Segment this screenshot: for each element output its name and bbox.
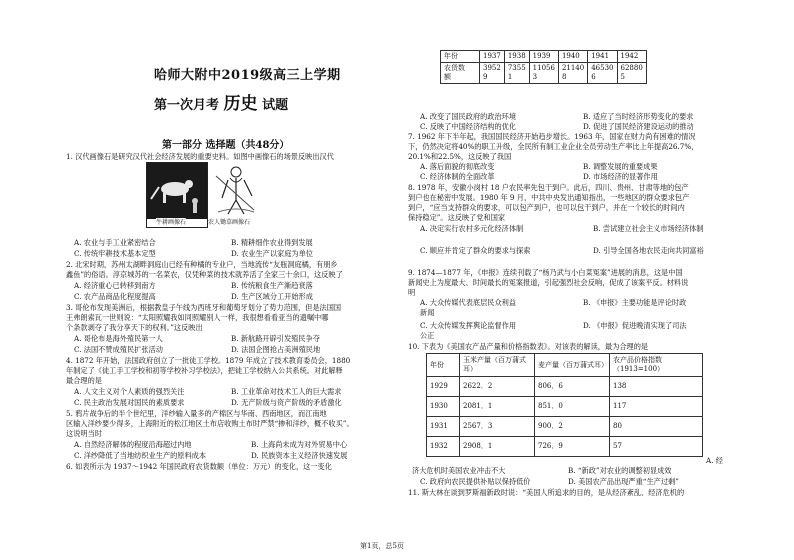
- q6-option-a[interactable]: A. 改变了国民政府的政治环境: [420, 112, 517, 121]
- q5-stem-line1: 5. 鸦片战争后的半个世纪里，洋纱输入量多的产棉区与华南、西南地区，而江南地: [66, 409, 327, 418]
- ox-plough-relief-picture: [147, 163, 207, 219]
- table-cell: 21140 8: [558, 63, 587, 84]
- q9-option-a-cont: 新闻: [420, 308, 435, 317]
- loan-table-value-row: [441, 63, 647, 84]
- q7-option-d[interactable]: D. 市场经济的显著作用: [583, 172, 658, 181]
- q10-option-a-start[interactable]: A. 经: [706, 456, 723, 465]
- table-row: [427, 377, 703, 397]
- q7-option-a[interactable]: A. 落后面貌的彻底改变: [420, 162, 495, 171]
- table-cell: 1937: [480, 51, 505, 63]
- table-cell: 农产品价格指数（1913=100）: [610, 354, 703, 377]
- table-cell: 57: [610, 437, 703, 457]
- q2-option-d[interactable]: D. 生产区域分工开始形成: [231, 292, 313, 301]
- q5-stem-line3: 这说明当时: [66, 429, 102, 438]
- q3-option-c[interactable]: C. 法国不赞成殖民扩张活动: [74, 345, 163, 354]
- q4-option-b[interactable]: B. 工业革命对技术工人的巨大需求: [231, 387, 342, 396]
- table-cell: 1929: [427, 377, 460, 397]
- table-cell: 851．0: [535, 397, 610, 417]
- table-cell: 1930: [427, 397, 460, 417]
- table-cell: 2081．1: [460, 397, 535, 417]
- q10-option-b[interactable]: B. “新政”对农业的调整初显成效: [568, 466, 672, 475]
- q1-option-c[interactable]: C. 传统牢耕技术基本定型: [74, 249, 156, 258]
- exam-title: 第一次月考 历史 试题: [154, 94, 289, 114]
- table-row: [427, 397, 703, 417]
- q5-option-c[interactable]: C. 洋纱降低了当地纺织业生产的原料成本: [74, 451, 207, 460]
- q7-option-c[interactable]: C. 经济体制的全面改革: [420, 172, 495, 181]
- q9-option-b[interactable]: B. 《申报》主要功能是评论时政: [583, 298, 687, 307]
- table-cell: 726．9: [535, 437, 610, 457]
- table-cell: 玉米产量（百万蒲式耳）: [460, 354, 535, 377]
- q3-stem-line1: 3. 哥伦布发现美洲后，根据教皇子午线为西班牙和葡萄牙划分了势力范围，但是法国国: [66, 303, 342, 312]
- q3-stem-line3: 个条款剥夺了我分享天下的权利。”这反映出: [66, 323, 203, 332]
- table-cell: 1940: [558, 51, 587, 63]
- q3-option-b[interactable]: B. 新航路开辟引发殖民争夺: [231, 334, 320, 343]
- q4-stem-line3: 最合理的是: [66, 376, 102, 385]
- table-cell: 2908．1: [460, 437, 535, 457]
- q6-option-d[interactable]: D. 促进了国民经济建设运动的推动: [583, 122, 694, 131]
- q8-stem-line3: 到户，“应当支持群众的要求，可以包产到户，也可以包干到户，并在一个较长的时间内: [408, 203, 685, 212]
- table-cell: 138: [610, 377, 703, 397]
- table-cell: 农货数 额: [441, 63, 480, 84]
- q7-stem-line2: 下，仍然决定将40%的职工升级，全民所有制工业企业全员劳动生产率比上年提高26.7%，: [408, 142, 699, 151]
- q1-stem: 1. 汉代画像石是研究汉代社会经济发展的重要史料。如图中画像石的场景反映出汉代: [66, 152, 334, 161]
- q8-stem-line1: 8. 1978 年，安徽小岗村 18 户农民率先包干到户。此后，四川、贵州、甘肃等地的包产: [408, 183, 689, 192]
- table-cell: 117: [610, 397, 703, 417]
- loan-amount-table: [440, 50, 647, 84]
- q4-option-a[interactable]: A. 人文主义对个人素质的强烈关注: [74, 387, 185, 396]
- q4-option-d[interactable]: D. 无产阶级与资产阶级的矛盾激化: [231, 398, 342, 407]
- q7-stem-line3: 20.1%和22.5%，这反映了我国: [408, 152, 512, 161]
- q10-option-d[interactable]: D. 美国农产品出现严重“生产过剩”: [568, 477, 679, 486]
- q4-stem-line1: 4. 1872 年开始，法国政府创立了一批徒工学校。1879 年成立了技术教育委员会，1880: [66, 356, 351, 365]
- farmer-weeding-caption: 农人锄草画像石: [208, 219, 251, 226]
- q5-option-d[interactable]: D. 民族资本主义经济快速发展: [251, 451, 348, 460]
- q8-stem-line4: 保持稳定”。这反映了党和国家: [408, 213, 506, 222]
- q2-option-c[interactable]: C. 农产品商品化程度提高: [74, 292, 156, 301]
- table-cell: 46530 6: [588, 63, 617, 84]
- q5-option-b[interactable]: B. 上海尚未成为对外贸易中心: [251, 440, 348, 449]
- q8-stem-line2: 到户也在秘密中发展。1980 年 9 月，中共中央发出通知指出，一些地区的群众要求包产: [408, 193, 690, 202]
- table-row: [427, 437, 703, 457]
- school-title: 哈师大附中2019级高三上学期: [154, 68, 341, 83]
- q2-stem-line2: 鑫鱼”的俗语。淳京城苏的一名菜农，仅凭种菜的技术就养活了全家三十余口，这反映了: [66, 270, 343, 279]
- q4-option-c[interactable]: C. 民主政治发展对国民的素质要求: [74, 398, 185, 407]
- table-cell: 7355 1: [504, 63, 529, 84]
- q9-stem-line2: 新闻史上为度最大、时间最长的冤案报道，引起强烈社会反响，促成了该案平反。材料说: [408, 278, 689, 287]
- ox-plough-relief-image: [146, 162, 208, 228]
- q10-option-a-cont: 济大危机时美国农业冲击不大: [412, 466, 506, 475]
- table-cell: 62880 5: [617, 63, 646, 84]
- q2-option-b[interactable]: B. 传统粮食生产渐趋衰落: [231, 281, 313, 290]
- table-cell: 900．2: [535, 417, 610, 437]
- table-cell: 1938: [504, 51, 529, 63]
- table-cell: 麦产量（百万蒲式耳）: [535, 354, 610, 377]
- table-cell: 1941: [588, 51, 617, 63]
- q5-stem-line2: 区输入洋纱要少得多，上海附近的松江地区土布店收购土布时严禁“掺和洋纱，概不收买”。: [66, 419, 354, 428]
- ox-plough-caption: 牛耕画像石: [156, 219, 187, 226]
- page-footer: 第1页，总5页: [360, 542, 404, 550]
- table-cell: 1931: [427, 417, 460, 437]
- q5-option-a[interactable]: A. 自然经济解体的程度沿海超过内地: [74, 440, 192, 449]
- q1-option-b[interactable]: B. 精耕细作农业得到发展: [231, 238, 313, 247]
- table-cell: 2567．3: [460, 417, 535, 437]
- q3-option-d[interactable]: D. 法国企图抢占美洲殖民地: [231, 345, 321, 354]
- farm-table-header-row: [427, 354, 703, 377]
- q10-option-c[interactable]: C. 政府向农民提供补贴以保持低价: [420, 477, 531, 486]
- q8-option-b[interactable]: B. 尝试建立社会主义市场经济体制: [593, 224, 704, 233]
- q7-stem-line1: 7. 1962 年下半年起，我国国民经济开始趋步增长。1963 年，国家在财力尚有困难的情况: [408, 132, 696, 141]
- q8-option-a[interactable]: A. 决定实行农村多元化经济体制: [420, 224, 524, 233]
- farmer-weeding-relief-image: [208, 162, 264, 226]
- q3-stem-line2: 王弗朗索瓦一世则说：“太阳照耀我如同照耀别人一样，我很想看看亚当的遗嘱中哪: [66, 313, 329, 322]
- table-cell: 2622．2: [460, 377, 535, 397]
- q3-option-a[interactable]: A. 哥伦布是海外殖民第一人: [74, 334, 163, 343]
- q7-option-b[interactable]: B. 调整发展的重要成果: [583, 162, 658, 171]
- q1-option-a[interactable]: A. 农业与手工业紧密结合: [74, 238, 156, 247]
- q9-stem-line1: 9. 1874—1877 年，《申报》连续刊载了“杨乃武与小白菜冤案”进展的消息，这是中国: [408, 268, 683, 277]
- table-row: [427, 417, 703, 437]
- table-cell: 80: [610, 417, 703, 437]
- q9-stem-line3: 明: [408, 288, 416, 297]
- table-cell: 年份: [427, 354, 460, 377]
- loan-table-header-row: [441, 51, 647, 63]
- q8-option-d[interactable]: D. 引导全国各地农民走向共同富裕: [593, 246, 704, 255]
- q9-option-d[interactable]: D. 《申报》促进晚清实现了司法: [583, 321, 687, 330]
- q10-stem: 10. 下表为《美国农产品产量和价格指数表》。对该表的解读，最为合理的是: [408, 342, 649, 351]
- q6-stem: 6. 如表所示为 1937～1942 年国民政府农货数额（单位：万元）的变化，这一变化: [66, 462, 332, 471]
- table-cell: 3952 9: [480, 63, 505, 84]
- q6-option-b[interactable]: B. 适应了当时经济形势变化的要求: [583, 112, 694, 121]
- q9-option-d-cont: 公正: [420, 331, 435, 340]
- table-cell: 1942: [617, 51, 646, 63]
- farm-output-table: [426, 353, 703, 457]
- table-cell: 11056 3: [529, 63, 558, 84]
- table-cell: 806．6: [535, 377, 610, 397]
- q9-option-c[interactable]: C. 大众传媒发挥舆论监督作用: [420, 321, 517, 330]
- q2-option-a[interactable]: A. 经济重心已转移到南方: [74, 281, 156, 290]
- q6-option-c[interactable]: C. 反映了中国经济结构的优化: [420, 122, 517, 131]
- q11-stem: 11. 斯大林在谈到罗斯福新政时说：“美国人所追求的目的，是从经济紊乱、经济危机的: [408, 488, 685, 497]
- q1-option-d[interactable]: D. 农业生产以家庭为单位: [231, 249, 313, 258]
- q8-option-c[interactable]: C. 顺应并肯定了群众的要求与探索: [420, 246, 531, 255]
- q2-stem-line1: 2. 北宋时期，苏州太湖畔洞庭山已经有种橘的专业户，当地流传“友瓶洞庭橘，有朋乡: [66, 260, 338, 269]
- part1-title: 第一部分 选择题（共48分）: [162, 140, 290, 151]
- table-cell: 1939: [529, 51, 558, 63]
- farmer-weeding-relief-picture: [208, 162, 264, 218]
- q9-option-a[interactable]: A. 大众传媒代表底层民众利益: [420, 298, 517, 307]
- table-cell: 1932: [427, 437, 460, 457]
- table-cell: 年份: [441, 51, 480, 63]
- q4-stem-line2: 年制定了《徒工手工学校和初等学校补习学校法》，把徒工学校纳入公共系统。对此解释: [66, 366, 343, 375]
